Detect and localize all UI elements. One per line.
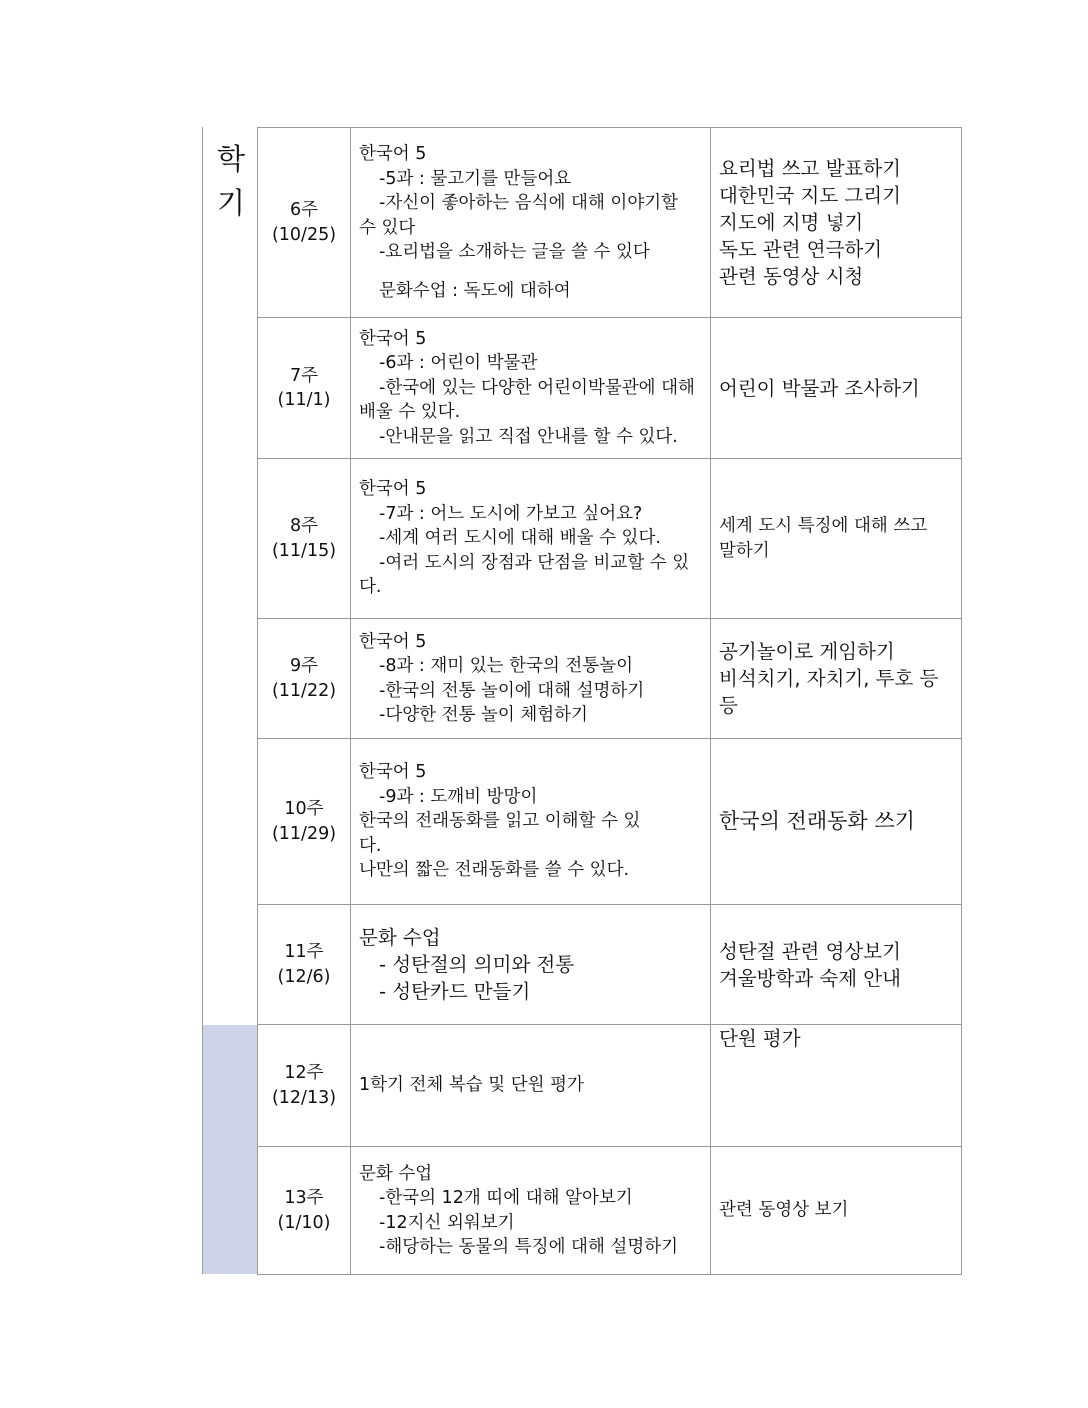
semester-shade-block <box>203 1025 258 1274</box>
activity-line: 대한민국 지도 그리기 <box>719 184 901 207</box>
activity-line: 단원 평가 <box>719 1027 801 1050</box>
activity-line: 관련 동영상 보기 <box>719 1200 849 1221</box>
activity-line: 독도 관련 연극하기 <box>719 238 883 261</box>
content-line: -자신이 좋아하는 음식에 대해 이야기할 <box>379 193 679 213</box>
schedule-row <box>258 739 962 905</box>
schedule-row <box>258 1147 962 1275</box>
week-date: (11/22) <box>271 680 337 701</box>
activity-cell <box>711 459 962 619</box>
content-line: 한국어 5 <box>359 479 427 500</box>
activity-cell <box>711 1025 962 1147</box>
week-date: (11/1) <box>277 390 331 410</box>
schedule-row <box>258 905 962 1025</box>
content-line: -6과 : 어린이 박물관 <box>379 353 538 374</box>
content-line: 문화 수업 <box>359 1163 433 1184</box>
activity-cell <box>711 905 962 1025</box>
content-line: -요리법을 소개하는 글을 쓸 수 있다 <box>379 242 650 262</box>
content-line: 한국어 5 <box>359 328 427 349</box>
week-cell <box>258 318 351 459</box>
activity-line: 말하기 <box>719 540 770 561</box>
activity-line: 등 <box>719 694 738 717</box>
week-date: (12/6) <box>277 966 331 987</box>
activity-cell <box>711 1147 962 1275</box>
activity-line: 관련 동영상 시청 <box>719 265 864 288</box>
content-line: - 성탄카드 만들기 <box>379 980 531 1003</box>
activity-line: 비석치기, 자치기, 투호 등 <box>719 667 939 690</box>
content-line: -한국의 12개 띠에 대해 알아보기 <box>379 1188 633 1208</box>
schedule-row <box>258 459 962 619</box>
content-line: -12지신 외워보기 <box>379 1212 515 1233</box>
activity-line: 지도에 지명 넣기 <box>719 211 864 234</box>
content-line: -9과 : 도깨비 방망이 <box>379 786 538 807</box>
content-line: -8과 : 재미 있는 한국의 전통놀이 <box>379 656 634 676</box>
lesson-content-cell <box>351 318 711 459</box>
schedule-table <box>257 127 962 1275</box>
week-label: 13주 <box>284 1188 324 1208</box>
content-line: 한국어 5 <box>359 631 427 652</box>
semester-label: 학 기 <box>216 142 245 220</box>
lesson-content-cell <box>351 1025 711 1147</box>
content-line: -해당하는 동물의 특징에 대해 설명하기 <box>379 1237 679 1257</box>
content-line: -한국의 전통 놀이에 대해 설명하기 <box>379 680 645 701</box>
lesson-content-cell <box>351 1147 711 1275</box>
week-label: 12주 <box>284 1063 324 1083</box>
week-label: 8주 <box>289 516 319 536</box>
content-line: -7과 : 어느 도시에 가보고 싶어요? <box>379 503 643 524</box>
content-line: 한국어 5 <box>359 762 427 783</box>
activity-line: 공기놀이로 게임하기 <box>719 640 895 663</box>
content-line: 한국의 전래동화를 읽고 이해할 수 있 <box>359 811 641 832</box>
content-line: -안내문을 읽고 직접 안내를 할 수 있다. <box>379 426 678 447</box>
semester-column <box>202 127 258 1274</box>
schedule-row <box>258 619 962 739</box>
week-date: (11/29) <box>271 823 337 844</box>
activity-line: 겨울방학과 숙제 안내 <box>719 966 901 990</box>
activity-line: 요리법 쓰고 발표하기 <box>719 157 901 180</box>
lesson-content-cell <box>351 128 711 318</box>
activity-cell <box>711 128 962 318</box>
week-label: 11주 <box>284 942 324 962</box>
content-line: 나만의 짧은 전래동화를 쓸 수 있다. <box>359 860 630 881</box>
week-label: 6주 <box>289 200 319 220</box>
week-cell <box>258 739 351 905</box>
lesson-content-cell <box>351 905 711 1025</box>
content-line: 1학기 전체 복습 및 단원 평가 <box>359 1075 584 1096</box>
week-date: (11/15) <box>271 540 337 561</box>
content-line: -다양한 전통 놀이 체험하기 <box>379 705 588 725</box>
activity-line: 성탄절 관련 영상보기 <box>719 939 901 963</box>
content-line: -세계 여러 도시에 대해 배울 수 있다. <box>379 528 661 549</box>
activity-line: 한국의 전래동화 쓰기 <box>719 809 915 834</box>
week-cell <box>258 1025 351 1147</box>
lesson-content-cell <box>351 739 711 905</box>
content-line: 한국어 5 <box>359 144 427 164</box>
week-cell <box>258 128 351 318</box>
week-cell <box>258 459 351 619</box>
activity-cell <box>711 318 962 459</box>
content-line: -여러 도시의 장점과 단점을 비교할 수 있 <box>379 552 690 573</box>
week-label: 10주 <box>284 799 324 819</box>
week-cell <box>258 619 351 739</box>
content-line: 다. <box>359 835 382 856</box>
activity-cell <box>711 739 962 905</box>
schedule-row <box>258 1025 962 1147</box>
schedule-row <box>258 318 962 459</box>
week-cell <box>258 1147 351 1275</box>
content-line: 다. <box>359 577 382 598</box>
lesson-content-cell <box>351 459 711 619</box>
content-line: -5과 : 물고기를 만들어요 <box>379 168 572 189</box>
week-cell <box>258 905 351 1025</box>
content-line: 배울 수 있다. <box>359 402 461 423</box>
activity-line: 세계 도시 특징에 대해 쓰고 <box>719 516 928 536</box>
activity-cell <box>711 619 962 739</box>
week-label: 7주 <box>289 365 319 386</box>
content-line: -한국에 있는 다양한 어린이박물관에 대해 <box>379 377 695 398</box>
activity-line: 어린이 박물과 조사하기 <box>719 376 920 400</box>
week-label: 9주 <box>289 656 319 676</box>
content-line: 문화 수업 <box>359 926 441 949</box>
content-line: - 성탄절의 의미와 전통 <box>379 953 575 976</box>
content-line: 문화수업 : 독도에 대하여 <box>379 280 571 301</box>
week-date: (12/13) <box>271 1087 337 1108</box>
lesson-content-cell <box>351 619 711 739</box>
schedule-row <box>258 128 962 318</box>
week-date: (10/25) <box>271 224 337 245</box>
content-line: 수 있다 <box>359 217 416 238</box>
content-spacer <box>359 265 704 279</box>
week-date: (1/10) <box>277 1212 331 1233</box>
schedule-body <box>258 128 962 1275</box>
